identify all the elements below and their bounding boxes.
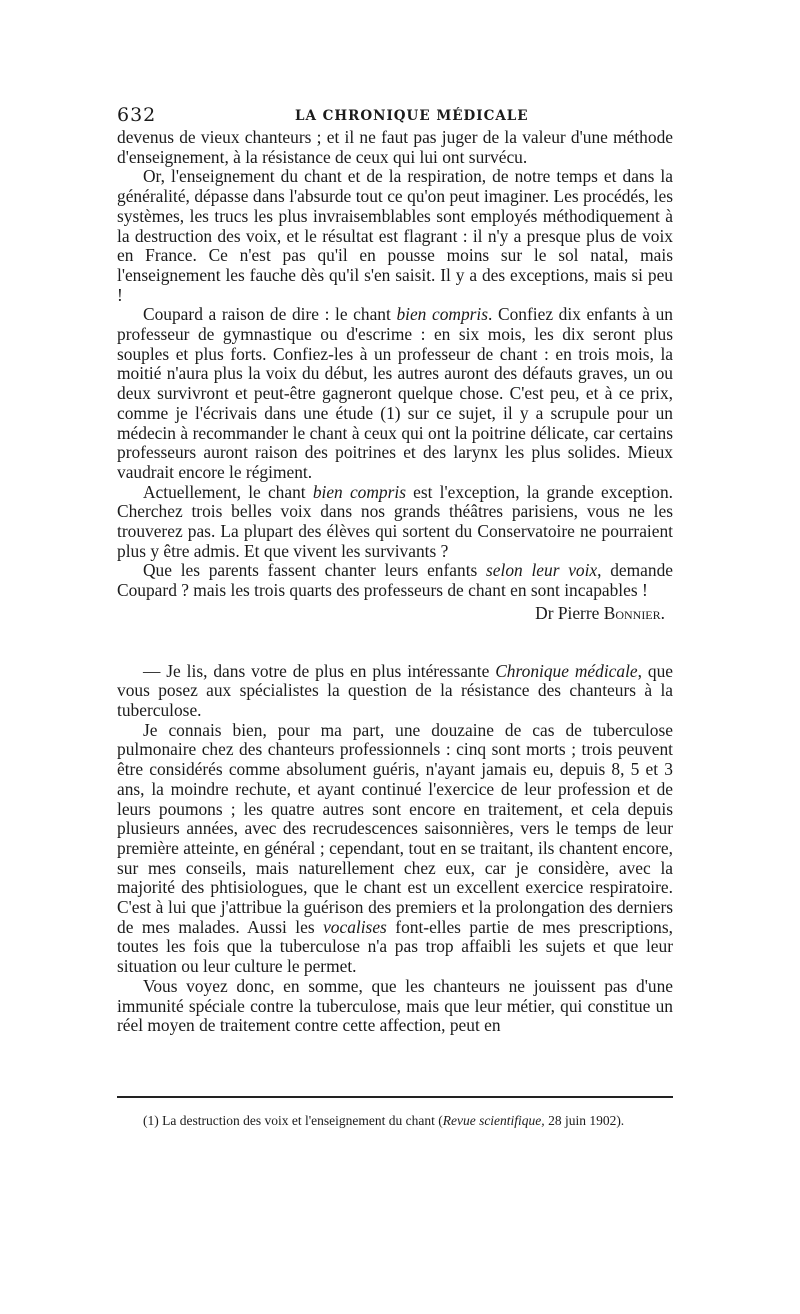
footnote [117,1112,673,1130]
text-run: est l'exception, la grande exception. Cherchez trois belles voix dans nos grands théâtres parisiens, vous ne les trouverez pas. La plupart des élèves qui sortent du Conservatoire ne pourraient plus y être admis. Et que vivent les survivants ? [117,481,673,561]
text-run: , que vous posez aux spécialistes la question de la résistance des chanteurs à la tuberculose. [117,660,673,720]
paragraph: Or, l'enseignement du chant et de la respiration, de notre temps et dans la généralité, dépasse dans l'absurde tout ce qu'on peut imaginer. Les procédés, les systèmes, les trucs les plus invraisemblables sont employés méthodiquement à la destruction des voix, et le résultat est flagrant : il n'y a presque plus de voix en France. Ce n'est pas qu'il en pousse moins sur le sol natal, mais l'enseignement les fauche dès qu'il s'en saisit. Il y a des exceptions, mais si peu ! [117,166,673,305]
text-run: Actuellement, le chant [143,481,313,502]
text-run: , demande Coupard ? mais les trois quarts des professeurs de chant en sont incapables ! [117,560,673,601]
paragraph [117,483,673,562]
paragraph [117,721,673,977]
italic-phrase: bien compris [396,304,489,325]
italic-phrase: vocalises [323,916,387,937]
italic-phrase: Chronique médicale [495,660,638,681]
text-run: . Confiez dix enfants à un professeur de gymnastique ou d'escrime : en six mois, les dix seront plus souples et plus forts. Confiez-les à un professeur de chant : en trois mois, la moitié n'aura plus la voix du début, les autres auront des défauts graves, un ou deux survivront et peut-être gagneront quelque chose. C'est peu, et à ce prix, comme je l'écrivais dans une étude (1) sur ce sujet, il y a scrupule pour un médecin à recommander le chant à ceux qui ont la poitrine délicate, car certains professeurs auront raison des poitrines et des larynx les plus solides. Mieux vaudrait encore le régiment. [117,304,674,482]
italic-phrase: Revue scientifique, [442,1113,545,1128]
signature [117,604,665,624]
paragraph [117,662,673,721]
section-gap [117,624,673,662]
footnote-text [117,1112,673,1130]
signature-name: Bonnier. [603,602,665,623]
italic-phrase: selon leur voix [486,560,598,581]
running-title: LA CHRONIQUE MÉDICALE [295,108,529,124]
paragraph [117,561,673,600]
text-run: 28 juin 1902). [544,1113,625,1128]
text-run: — Je lis, dans votre de plus en plus intéressante [143,660,496,681]
main-text [117,128,673,1036]
footnote-rule [117,1096,673,1098]
text-run: font-elles partie de mes prescriptions, toutes les fois que la tuberculose n'a pas trop affaibli les sujets et que leur situation ou leur culture le permet. [117,916,673,977]
page-number: 632 [117,104,157,126]
paragraph: Vous voyez donc, en somme, que les chanteurs ne jouissent pas d'une immunité spéciale contre la tuberculose, mais que leur métier, qui constitue un réel moyen de traitement contre cette affection, peut en [117,975,673,1036]
text-run: Que les parents fassent chanter leurs enfants [143,560,487,581]
italic-phrase: bien compris [312,481,406,502]
signature-prefix: Dr Pierre [535,602,604,623]
text-run: Coupard a raison de dire : le chant [143,304,397,325]
paragraph: devenus de vieux chanteurs ; et il ne faut pas juger de la valeur d'une méthode d'enseignement, à la résistance de ceux qui lui ont survécu. [117,127,673,167]
paragraph [117,305,673,482]
text-run: Je connais bien, pour ma part, une douzaine de cas de tuberculose pulmonaire chez des chanteurs professionnels : cinq sont morts ; trois peuvent être considérés comme absolument guéris, n'ayant jamais eu, depuis 8, 5 et 3 ans, la moindre rechute, et ayant continué l'exercice de leur profession et de leurs poumons ; les quatre autres sont encore en traitement, et cela depuis plusieurs années, avec des recrudescences saisonnières, vers le temps de leur première atteinte, en général ; cependant, tout en se traitant, ils chantent encore, sur mes conseils, mais naturellement chez eux, car je considère, avec la majorité des phtisiologues, que le chant est un excellent exercice respiratoire. C'est à lui que j'attribue la guérison des premiers et la prolongation des derniers de mes malades. Aussi les [117,719,673,937]
text-run: (1) La destruction des voix et l'enseignement du chant ( [143,1113,443,1128]
